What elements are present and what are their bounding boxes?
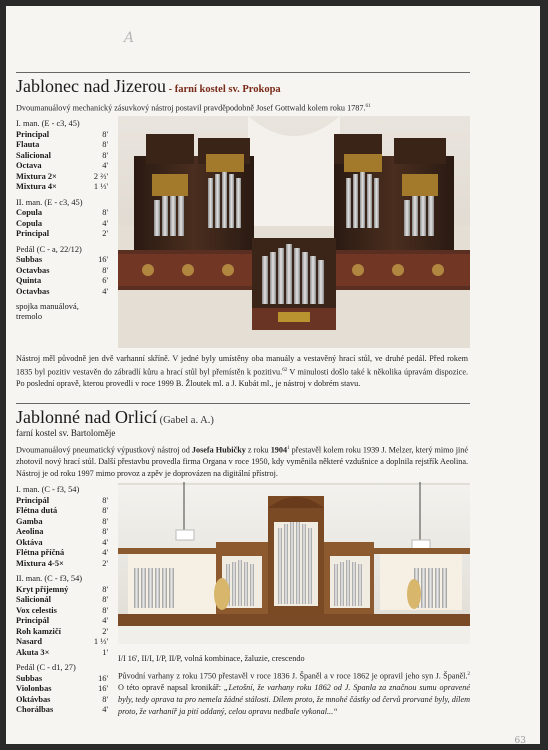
stop-name: Mixtura 4×	[16, 182, 57, 191]
stop-row	[16, 705, 108, 716]
stop-name: Aeolina	[16, 527, 44, 536]
stop-row	[16, 161, 108, 172]
stop-name: Octavbas	[16, 265, 50, 275]
stop-name: Salicional	[16, 150, 51, 160]
stop-name: Flétna dutá	[16, 506, 58, 515]
stop-size: 8'	[102, 506, 108, 515]
stop-size: 4'	[102, 286, 108, 296]
stop-row	[16, 496, 108, 507]
stop-row	[16, 538, 108, 549]
stop-group-header: II. man. (E - c3, 45)	[16, 197, 83, 207]
stop-row	[16, 648, 108, 659]
stop-name: Quinta	[16, 276, 42, 285]
stop-row	[16, 674, 108, 685]
accessory-line: tremolo	[16, 312, 43, 321]
section2-stoplist	[16, 485, 108, 716]
stop-row	[16, 684, 108, 695]
stop-size: 8'	[102, 527, 108, 536]
stop-name: Oktávbas	[16, 694, 51, 704]
section1-title: Jablonec nad Jizerou	[16, 76, 166, 96]
stop-name: Copula	[16, 218, 43, 228]
stop-accessories	[16, 302, 108, 322]
stop-size: 16'	[98, 684, 108, 693]
stop-name: Mixtura 2×	[16, 171, 57, 181]
stop-row	[16, 616, 108, 627]
stop-row	[16, 182, 108, 193]
stop-name: Copula	[16, 208, 43, 217]
stop-group-header: Pedál (C - a, 22/12)	[16, 244, 82, 254]
section2-title-suffix: (Gabel a. A.)	[156, 415, 214, 426]
pencil-mark: A	[124, 30, 135, 46]
stop-group-header: II. man. (C - f3, 54)	[16, 574, 83, 583]
stop-name: Chorálbas	[16, 705, 54, 714]
section1-organ-photo	[118, 116, 470, 348]
section2-history: Původní varhany z roku 1750 přestavěl v roce 1836 J. Španěl a v roce 1862 je opravil jeho syn J. Španěl.$^2$ O této opravě napsal kronikář: „Letošní, že varhany roku 1862 od J. Spanla za značnou sumu opravené byly, tedy oprava ta pro nemela žádné stálosti. Dílem proto, že mnohé částky od červů prorvané byly, dílem proto, že varhaníř ja pití oddaný, celou opravu nedbale vykonal...“	[118, 671, 470, 716]
stop-row	[16, 255, 108, 266]
stop-name: Octavbas	[16, 286, 50, 296]
stop-row	[16, 585, 108, 596]
stop-row	[16, 266, 108, 277]
stop-size: 8'	[102, 140, 108, 149]
stop-size: 8'	[102, 694, 108, 704]
section1-subtitle: - farní kostel sv. Prokopa	[165, 84, 281, 95]
stop-name: Gamba	[16, 516, 43, 526]
stop-name: Principal	[16, 229, 50, 238]
stop-name: Akuta 3×	[16, 647, 50, 657]
stop-group-header: I. man. (C - f3, 54)	[16, 485, 80, 494]
stop-size: 2'	[102, 626, 108, 636]
section2-title: Jablonné nad Orlicí	[16, 407, 157, 427]
stop-row	[16, 172, 108, 183]
stop-size: 1 ⅓'	[93, 637, 108, 646]
stop-row	[16, 548, 108, 559]
stop-size: 8'	[102, 595, 108, 604]
stop-size: 16'	[98, 673, 108, 683]
stop-size: 4'	[102, 218, 108, 228]
stop-row	[16, 140, 108, 151]
stop-size: 2 ⅔'	[93, 171, 108, 181]
section2-intro: Dvoumanuálový pneumatický výpustkový nástroj od Josefa Hubičky z roku 1904$^1$ přestavěl kolem roku 1939 J. Melzer, který mimo jiné zhotovil nový hrací stůl. Další přestavbu provedla firma Organa v roce 1950, kdy vyměnila některé vzdušnice a doplnila rejstřík Aeolina. Nástroj je od roku 1997 mimo provoz a zpěv je doprovázen na digitální přístroj.	[16, 445, 468, 478]
stop-row	[16, 151, 108, 162]
stop-row	[16, 527, 108, 538]
stop-name: Salicionál	[16, 595, 51, 604]
stop-name: Kryt příjemný	[16, 584, 69, 594]
stop-row	[16, 229, 108, 240]
stop-row	[16, 695, 108, 706]
stop-row	[16, 559, 108, 570]
stop-size: 16'	[98, 255, 108, 264]
section1-intro: Dvoumanuálový mechanický zásuvkový nástroj postavil pravděpodobně Josef Gottwald kolem roku 1787.61	[16, 103, 371, 113]
stop-size: 8'	[102, 208, 108, 217]
stop-name: Octava	[16, 161, 42, 170]
stop-name: Principal	[16, 129, 50, 139]
stop-row	[16, 287, 108, 298]
stop-size: 4'	[102, 548, 108, 557]
section2-couplers: I/I 16', II/I, I/P, II/P, volná kombinace, žaluzie, crescendo	[118, 654, 305, 663]
stop-size: 8'	[102, 516, 108, 526]
section-divider	[16, 403, 470, 404]
stop-size: 2'	[102, 229, 108, 238]
stop-row	[16, 627, 108, 638]
stop-name: Principál	[16, 495, 50, 505]
stop-name: Subbas	[16, 255, 43, 264]
section1-stoplist	[16, 119, 108, 322]
stop-size: 1 ⅓'	[93, 182, 108, 191]
stop-name: Mixtura 4-5×	[16, 558, 64, 568]
section2-organ-photo	[118, 482, 470, 644]
section2-subtitle: farní kostel sv. Bartoloměje	[16, 428, 116, 438]
section1-history: Nástroj měl původně jen dvě varhanní skříně. V jedné byly umístěny oba manuály a vestavěný hrací stůl, ve druhé pedál. Před rokem 1835 byl pozitiv vestavěn do zábradlí kůru a hrací stůl byl přemístěn k pozitivu.$^{62}$ V minulosti došlo také k několika úpravám dispozice. Po poslední opravě, kterou provedli v roce 1999 B. Žloutek ml. a J. Kubát ml., je nástroj v dobrém stavu.	[16, 354, 468, 388]
section-divider	[16, 72, 470, 73]
stop-row	[16, 208, 108, 219]
stop-size: 1'	[102, 647, 108, 657]
stop-size: 4'	[102, 705, 108, 714]
stop-name: Nasard	[16, 637, 43, 646]
accessory-line: spojka manuálová,	[16, 302, 79, 311]
stop-size: 8'	[102, 150, 108, 160]
stop-row	[16, 517, 108, 528]
stop-name: Subbas	[16, 673, 43, 683]
stop-name: Oktáva	[16, 537, 43, 547]
stop-name: Flétna příčná	[16, 548, 65, 557]
stop-size: 8'	[102, 265, 108, 275]
stop-name: Principál	[16, 616, 50, 625]
page-number: 63	[514, 736, 526, 744]
stop-size: 4'	[102, 537, 108, 547]
stop-name: Flauta	[16, 140, 40, 149]
stop-group-header: I. man. (E - c3, 45)	[16, 119, 80, 128]
stop-name: Roh kamzičí	[16, 626, 61, 636]
stop-size: 6'	[102, 276, 108, 285]
section1-heading	[16, 76, 281, 97]
section2-heading	[16, 407, 214, 428]
stop-size: 4'	[102, 616, 108, 625]
stop-size: 2'	[102, 558, 108, 568]
page	[6, 6, 540, 744]
stop-name: Violonbas	[16, 684, 52, 693]
stop-name: Vox celestis	[16, 605, 57, 615]
stop-size: 8'	[102, 495, 108, 505]
stop-size: 8'	[102, 584, 108, 594]
stop-size: 4'	[102, 161, 108, 170]
stop-row	[16, 595, 108, 606]
stop-row	[16, 506, 108, 517]
stop-row	[16, 637, 108, 648]
stop-row	[16, 219, 108, 230]
stop-row	[16, 130, 108, 141]
stop-row	[16, 276, 108, 287]
stop-group-header: Pedál (C - d1, 27)	[16, 663, 76, 672]
stop-row	[16, 606, 108, 617]
stop-size: 8'	[102, 129, 108, 139]
stop-size: 8'	[102, 605, 108, 615]
